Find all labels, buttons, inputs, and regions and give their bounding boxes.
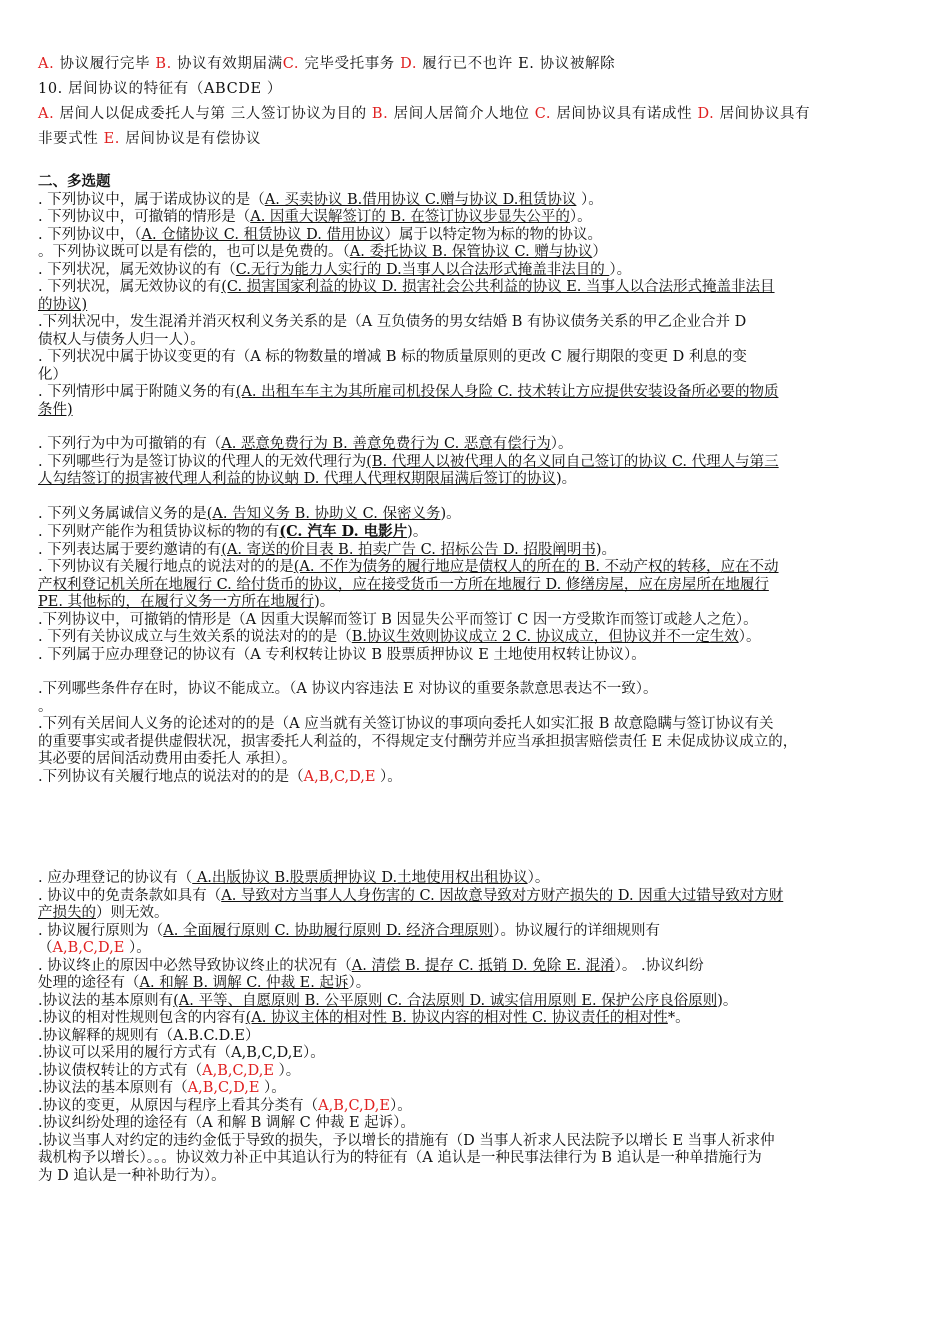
section-heading: 二、多选题: [38, 174, 111, 190]
question-line: [38, 332, 914, 350]
question-line: [38, 1115, 914, 1133]
underlined-answer: (C. 损害国家利益的协议 D. 损害社会公共利益的协议 E. 当事人以合法形式掩盖非法目: [221, 279, 775, 295]
text-run: ）: [592, 244, 607, 260]
text-run: 协议有效期届满: [177, 56, 283, 72]
question-line: [38, 751, 914, 769]
text-run: )。: [555, 471, 577, 487]
text-run: . 下列财产能作为租赁协议标的物的有: [38, 524, 280, 540]
text-run: 完毕受托事务: [304, 56, 401, 72]
answer-key: A,B,C,D,E: [187, 1080, 260, 1096]
question-line: [38, 402, 914, 420]
question-line: [38, 1150, 914, 1168]
text-run: ）则无效。: [96, 905, 169, 921]
options-line-10b: [38, 127, 914, 152]
underlined-answer: (A. 告知义务 B. 协助义 C. 保密义务: [206, 505, 441, 522]
text-run: ）。: [576, 191, 603, 208]
question-line: [38, 905, 914, 923]
answer-key: C.: [534, 106, 557, 122]
question-line: [38, 523, 914, 542]
text-run: . 下列义务属诚信义务的是: [38, 505, 207, 522]
question-line: [38, 349, 914, 367]
text-run: .下列状况中，发生混淆并消灭权利义务关系的是（A 互负债务的男女结婚 B 有协议债务关系的甲乙企业合并 D: [38, 314, 747, 330]
question-line: [38, 559, 914, 577]
underlined-answer: A. 委托协议 B. 保管协议 C. 赠与协议: [349, 244, 593, 260]
text-run: . 下列哪些行为是签订协议的代理人的无效代理行为: [38, 453, 367, 470]
text-run: )。: [440, 505, 461, 522]
question-line: [38, 699, 914, 717]
question-line: [38, 542, 914, 560]
question-line: [38, 1098, 914, 1116]
text-run: . 下列状况中属于协议变更的有（A 标的物数量的增减 B 标的物质量原则的更改 C 履行期限的变更 D 利息的变: [38, 349, 747, 365]
text-run: 非要式性: [38, 131, 104, 147]
question-line: [38, 384, 914, 402]
answer-key: A.: [38, 56, 60, 72]
question-line: [38, 1133, 914, 1151]
text-run: 居间协议是有偿协议: [125, 131, 262, 147]
text-run: ）。: [609, 261, 632, 278]
text-run: ）。: [348, 975, 371, 991]
question-list: [38, 192, 914, 1186]
underlined-answer: (A. 出租车车主为其所雇司机投保人身险 C. 技术转让方应提供安装设备所必要的物质: [235, 384, 779, 400]
text-run: ）。: [569, 209, 592, 225]
question-line: [38, 1028, 914, 1046]
text-run: .下列协议中，可撤销的情形是（A 因重大误解而签订 B 因显失公平而签订 C 因一方受欺诈而签订或趁人之危）。: [38, 611, 758, 628]
question-line: [38, 577, 914, 595]
question-line: [38, 923, 914, 941]
text-run: ）。: [259, 1080, 286, 1096]
question-line: [38, 594, 914, 612]
underlined-answer: A.出版协议 B.股票质押协议 D.土地使用权出租协议: [192, 870, 528, 886]
text-run: *。: [667, 1010, 690, 1026]
text-run: 10. 居间协议的特征有（ABCDE ）: [38, 81, 282, 97]
question-line: [38, 227, 914, 245]
question-line: [38, 769, 914, 787]
underlined-answer: 产损失的: [38, 905, 96, 921]
spacer: [38, 664, 914, 681]
question-line: [38, 993, 914, 1011]
answer-key: A,B,C,D,E: [303, 768, 376, 785]
question-10: [38, 77, 914, 102]
question-line: [38, 888, 914, 906]
answer-key: E.: [103, 131, 126, 147]
question-line: [38, 629, 914, 647]
text-run: )。: [314, 594, 335, 610]
text-run: ）属于以特定物为标的物的协议。: [384, 226, 602, 243]
answer-key: B.: [155, 56, 177, 72]
question-line: [38, 1010, 914, 1028]
text-run: ）。 .协议纠纷: [614, 957, 704, 974]
text-run: . 下列有关协议成立与生效关系的说法对的的是（: [38, 629, 352, 645]
underlined-answer: A. 恶意免费行为 B. 善意免费行为 C. 恶意有偿行为: [221, 436, 551, 452]
text-run: .协议债权转让的方式有（: [38, 1062, 203, 1079]
answer-key: C.: [282, 56, 305, 72]
text-run: 的重要事实或者提供虚假状况，损害委托人利益的，不得规定支付酬劳并应当承担损害赔偿责任 E 未促成协议成立的，: [38, 733, 798, 750]
text-run: . 下列行为中为可撤销的有（: [38, 436, 222, 452]
text-run: ）。: [124, 940, 151, 956]
text-run: . 下列情形中属于附随义务的有: [38, 384, 236, 400]
question-line: [38, 716, 914, 734]
underlined-answer: A. 清偿 B. 提存 C. 抵销 D. 免除 E. 混淆: [351, 957, 615, 974]
text-run: )。: [595, 541, 617, 558]
text-run: ）。: [550, 436, 573, 452]
text-run: ）。协议履行的详细规则有: [493, 922, 660, 939]
question-line: [38, 681, 914, 699]
text-run: .协议法的基本原则有: [38, 992, 174, 1009]
question-line: [38, 647, 914, 665]
text-run: ）。: [375, 768, 402, 785]
text-run: 。: [38, 698, 53, 715]
answer-key: A.: [38, 106, 60, 122]
underlined-answer: (A. 不作为债务的履行地应是债权人的所在的 B. 不动产权的转移，应在不动: [293, 559, 779, 575]
underlined-answer: (A. 寄送的价目表 B. 拍卖广告 C. 招标公告 D. 招股阐明书: [221, 541, 596, 558]
text-run: .协议可以采用的履行方式有（A,B,C,D,E）。: [38, 1045, 325, 1061]
intro-block: [38, 52, 914, 152]
question-line: [38, 975, 914, 993]
text-run: .协议的变更，从原因与程序上看其分类有（: [38, 1097, 319, 1114]
spacer: [38, 489, 914, 506]
text-run: ）。: [273, 1062, 301, 1079]
text-run: 履行已不也许 E. 协议被解除: [422, 56, 616, 72]
text-run: 债权人与债务人归一人）。: [38, 331, 205, 348]
text-run: 为 D 追认是一种补助行为）。: [38, 1167, 226, 1184]
text-run: 协议履行完毕: [59, 56, 156, 72]
text-run: .下列协议有关履行地点的说法对的的是（: [38, 768, 304, 785]
underlined-answer: 产权利登记机关所在地履行 C. 给付货币的协议，应在接受货币一方所在地履行 D. 修缮房屋，应在房屋所在地履行: [38, 576, 769, 593]
question-line: [38, 940, 914, 958]
text-run: . 协议中的免责条款如具有（: [38, 887, 222, 904]
spacer: [38, 786, 914, 870]
text-run: . 下列协议中，属于诺成协议的是（: [38, 191, 265, 208]
text-run: . 下列属于应办理登记的协议有（A 专利权转让协议 B 股票质押协议 E 土地使用权转让协议）。: [38, 646, 646, 663]
answer-key: A,B,C,D,E: [202, 1062, 274, 1079]
text-run: )。: [407, 524, 428, 540]
question-line: [38, 367, 914, 385]
underlined-answer: (B. 代理人以被代理人的名义同自己签订的协议 C. 代理人与第三: [366, 453, 779, 470]
question-line: [38, 506, 914, 524]
text-run: 居间人居简介人地位: [393, 106, 535, 122]
question-line: [38, 279, 914, 297]
question-line: [38, 612, 914, 630]
text-run: ）。: [738, 629, 761, 645]
text-run: . 下列协议中，（: [38, 226, 142, 243]
answer-key: B.: [371, 106, 394, 122]
text-run: 裁机构予以增长）。。。协议效力补正中其追认行为的特征有（A 追认是一种民事法律行为 B 追认是一种单措施行为: [38, 1150, 762, 1166]
underlined-answer: (C. 汽车 D. 电影片: [279, 523, 408, 540]
text-run: 处理的途径有（: [38, 975, 140, 991]
text-run: . 应办理登记的协议有（: [38, 870, 193, 886]
underlined-answer: (A. 协议主体的相对性 B. 协议内容的相对性 C. 协议责任的相对性: [245, 1010, 668, 1026]
underlined-answer: A. 仓储协议 C. 租赁协议 D. 借用协议: [141, 226, 385, 243]
underlined-answer: 人勾结签订的损害被代理人利益的协议蚋 D. 代理人代理权期限届满后签订的协议: [38, 471, 556, 487]
underlined-answer: B.协议生效则协议成立 2 C. 协议成立，但协议并不一定生效: [351, 629, 739, 645]
text-run: .协议当事人对约定的违约金低于导致的损失，予以增长的措施有（D 当事人祈求人民法院予以增长 E 当事人祈求仲: [38, 1132, 775, 1149]
text-run: 化）: [38, 366, 67, 383]
text-run: . 协议履行原则为（: [38, 922, 164, 939]
text-run: 其必要的居间活动费用由委托人 承担）。: [38, 751, 297, 767]
answer-key: A,B,C,D,E: [318, 1097, 390, 1114]
text-run: .协议纠纷处理的途径有（A 和解 B 调解 C 仲裁 E 起诉）。: [38, 1115, 415, 1131]
underlined-answer: A. 因重大误解签订的 B. 在签订协议步显失公平的: [250, 209, 570, 225]
text-run: . 下列状况，属无效协议的有: [38, 279, 222, 295]
question-line: [38, 958, 914, 976]
underlined-answer: A. 导致对方当事人人身伤害的 C. 因故意导致对方财产损失的 D. 因重大过错导致对方财: [221, 887, 784, 904]
text-run: 居间协议具有: [719, 106, 811, 122]
question-line: [38, 1063, 914, 1081]
answer-key: D.: [697, 106, 720, 122]
text-run: 。下列协议既可以是有偿的，也可以是免费的。（: [38, 244, 350, 260]
underlined-answer: PE. 其他标的，在履行义务一方所在地履行: [38, 594, 315, 610]
text-run: ）。: [389, 1097, 412, 1114]
text-run: .协议解释的规则有（A.B.C.D.E）: [38, 1027, 260, 1044]
question-line: [38, 244, 914, 262]
question-line: [38, 454, 914, 472]
underlined-answer: (A. 平等、自愿原则 B. 公平原则 C. 合法原则 D. 诚实信用原则 E. 保护公序良俗原则: [173, 992, 718, 1009]
answer-key: D.: [400, 56, 423, 72]
spacer: [38, 419, 914, 436]
text-run: . 下列状况，属无效协议的有（: [38, 261, 236, 278]
text-run: .下列哪些条件存在时，协议不能成立。（A 协议内容违法 E 对协议的重要条款意思表达不一致）。: [38, 681, 658, 697]
question-line: [38, 734, 914, 752]
text-run: 居间人以促成委托人与第 三人签订协议为目的: [59, 106, 372, 122]
text-run: )。: [717, 992, 738, 1009]
options-line-10a: [38, 102, 914, 127]
text-run: .协议的相对性规则包含的内容有: [38, 1010, 246, 1026]
question-line: [38, 1045, 914, 1063]
text-run: ）。: [527, 870, 550, 886]
underlined-answer: A. 和解 B. 调解 C. 仲裁 E. 起诉: [139, 975, 349, 991]
question-line: [38, 209, 914, 227]
question-line: [38, 471, 914, 489]
text-run: .协议法的基本原则有（: [38, 1080, 188, 1096]
answer-key: A,B,C,D,E: [52, 940, 125, 956]
question-line: [38, 297, 914, 315]
underlined-answer: A. 买卖协议 B.借用协议 C.赠与协议 D.租赁协议: [264, 191, 577, 208]
question-line: [38, 192, 914, 210]
underlined-answer: 条件): [38, 401, 73, 418]
question-line: [38, 262, 914, 280]
text-run: 居间协议具有诺成性: [556, 106, 698, 122]
underlined-answer: C.无行为能力人实行的 D.当事人以合法形式掩盖非法目的: [235, 261, 610, 278]
question-line: [38, 314, 914, 332]
underlined-answer: A. 全面履行原则 C. 协助履行原则 D. 经济合理原则: [163, 922, 494, 939]
text-run: .下列有关居间人义务的论述对的的是（A 应当就有关签订协议的事项向委托人如实汇报 B 故意隐瞒与签订协议有关: [38, 716, 774, 732]
question-line: [38, 1168, 914, 1186]
text-run: . 下列表达属于要约邀请的有: [38, 541, 222, 558]
document-page: [38, 52, 914, 1185]
text-run: （: [38, 940, 53, 956]
question-line: [38, 1080, 914, 1098]
underlined-answer: 的协议): [38, 296, 88, 313]
text-run: . 下列协议有关履行地点的说法对的的是: [38, 559, 294, 575]
text-run: . 下列协议中，可撤销的情形是（: [38, 209, 251, 225]
question-line: [38, 436, 914, 454]
options-line-9: [38, 52, 914, 77]
question-line: [38, 870, 914, 888]
text-run: . 协议终止的原因中必然导致协议终止的状况有（: [38, 957, 352, 974]
